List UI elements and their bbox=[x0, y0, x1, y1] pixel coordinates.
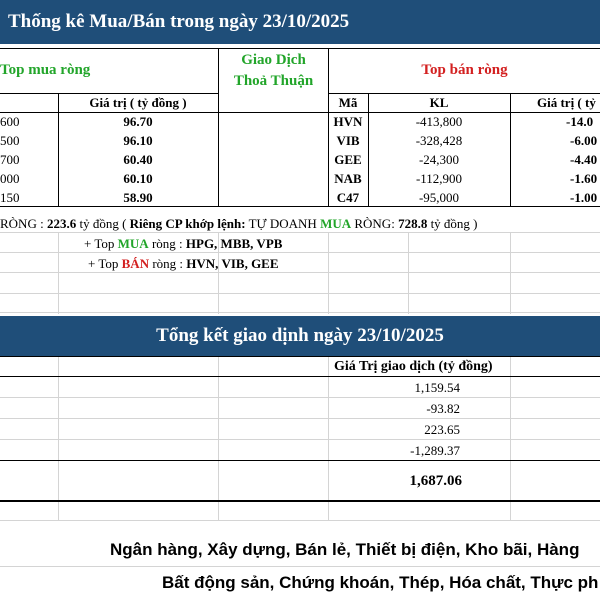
top-banner-title: Thống kê Mua/Bán trong ngày 23/10/2025 bbox=[8, 11, 350, 32]
sell-row-kl: -413,800 bbox=[415, 114, 463, 129]
kl-col-header: KL bbox=[429, 95, 449, 110]
sell-row-kl: -24,300 bbox=[418, 152, 460, 167]
sell-row-value: -14.0 bbox=[566, 114, 594, 129]
negotiated-header-line1: Giao Dịch bbox=[241, 52, 306, 68]
sell-row-code: GEE bbox=[334, 152, 362, 167]
sell-row-code: HVN bbox=[333, 114, 363, 129]
summary-line-top-buy: + Top MUA ròng : HPG, MBB, VPB bbox=[84, 236, 283, 251]
bottom-banner bbox=[0, 316, 600, 356]
buy-row-kl: 500 bbox=[0, 133, 20, 148]
buy-row-kl: 000 bbox=[0, 171, 20, 186]
sell-row-code: NAB bbox=[334, 171, 362, 186]
totals-header: Giá Trị giao dịch (tỷ đồng) bbox=[334, 359, 493, 374]
buy-row-value: 96.10 bbox=[123, 133, 153, 148]
sell-sectors-line: Bất động sản, Chứng khoán, Thép, Hóa chất, Thực ph bbox=[162, 573, 599, 592]
top-buy-header: Top mua ròng bbox=[0, 62, 91, 78]
buy-row-kl: 150 bbox=[0, 190, 20, 205]
sell-row-value: -6.00 bbox=[570, 133, 598, 148]
sell-row-value: -1.00 bbox=[570, 190, 598, 205]
buy-row-value: 58.90 bbox=[123, 190, 153, 205]
totals-value: 223.65 bbox=[424, 422, 460, 437]
top-sell-header: Top bán ròng bbox=[421, 62, 508, 78]
sell-row-value: -1.60 bbox=[570, 171, 598, 186]
sell-row-kl: -328,428 bbox=[415, 133, 463, 148]
buy-row-value: 96.70 bbox=[123, 114, 153, 129]
buy-row-value: 60.10 bbox=[123, 171, 153, 186]
top-banner bbox=[0, 0, 600, 44]
summary-line-top-sell: + Top BÁN ròng : HVN, VIB, GEE bbox=[88, 256, 279, 271]
negotiated-header-line2: Thoả Thuận bbox=[233, 73, 314, 89]
totals-value: 1,159.54 bbox=[414, 380, 460, 395]
sell-value-col-header: Giá trị ( tỷ bbox=[537, 95, 596, 110]
bottom-banner-title: Tổng kết giao dịnh ngày 23/10/2025 bbox=[156, 325, 444, 346]
buy-row-kl: 700 bbox=[0, 152, 20, 167]
sell-row-code: C47 bbox=[336, 190, 360, 205]
totals-value: -93.82 bbox=[426, 401, 460, 416]
sell-row-kl: -112,900 bbox=[415, 171, 463, 186]
sell-row-code: VIB bbox=[336, 133, 360, 148]
sell-row-value: -4.40 bbox=[570, 152, 598, 167]
buy-row-kl: 600 bbox=[0, 114, 20, 129]
summary-line-1: RÒNG : 223.6 tỷ đồng ( Riêng CP khớp lệnh: TỰ DOANH MUA RÒNG: 728.8 tỷ đồng ) bbox=[0, 216, 478, 231]
totals-value: -1,289.37 bbox=[410, 443, 460, 458]
code-col-header: Mã bbox=[338, 95, 358, 110]
buy-sectors-line: Ngân hàng, Xây dựng, Bán lẻ, Thiết bị điện, Kho bãi, Hàng bbox=[110, 540, 580, 559]
buy-value-col-header: Giá trị ( tỷ đồng ) bbox=[89, 95, 187, 110]
buy-row-value: 60.40 bbox=[123, 152, 153, 167]
totals-grand-total: 1,687.06 bbox=[409, 473, 462, 489]
sell-row-kl: -95,000 bbox=[418, 190, 460, 205]
